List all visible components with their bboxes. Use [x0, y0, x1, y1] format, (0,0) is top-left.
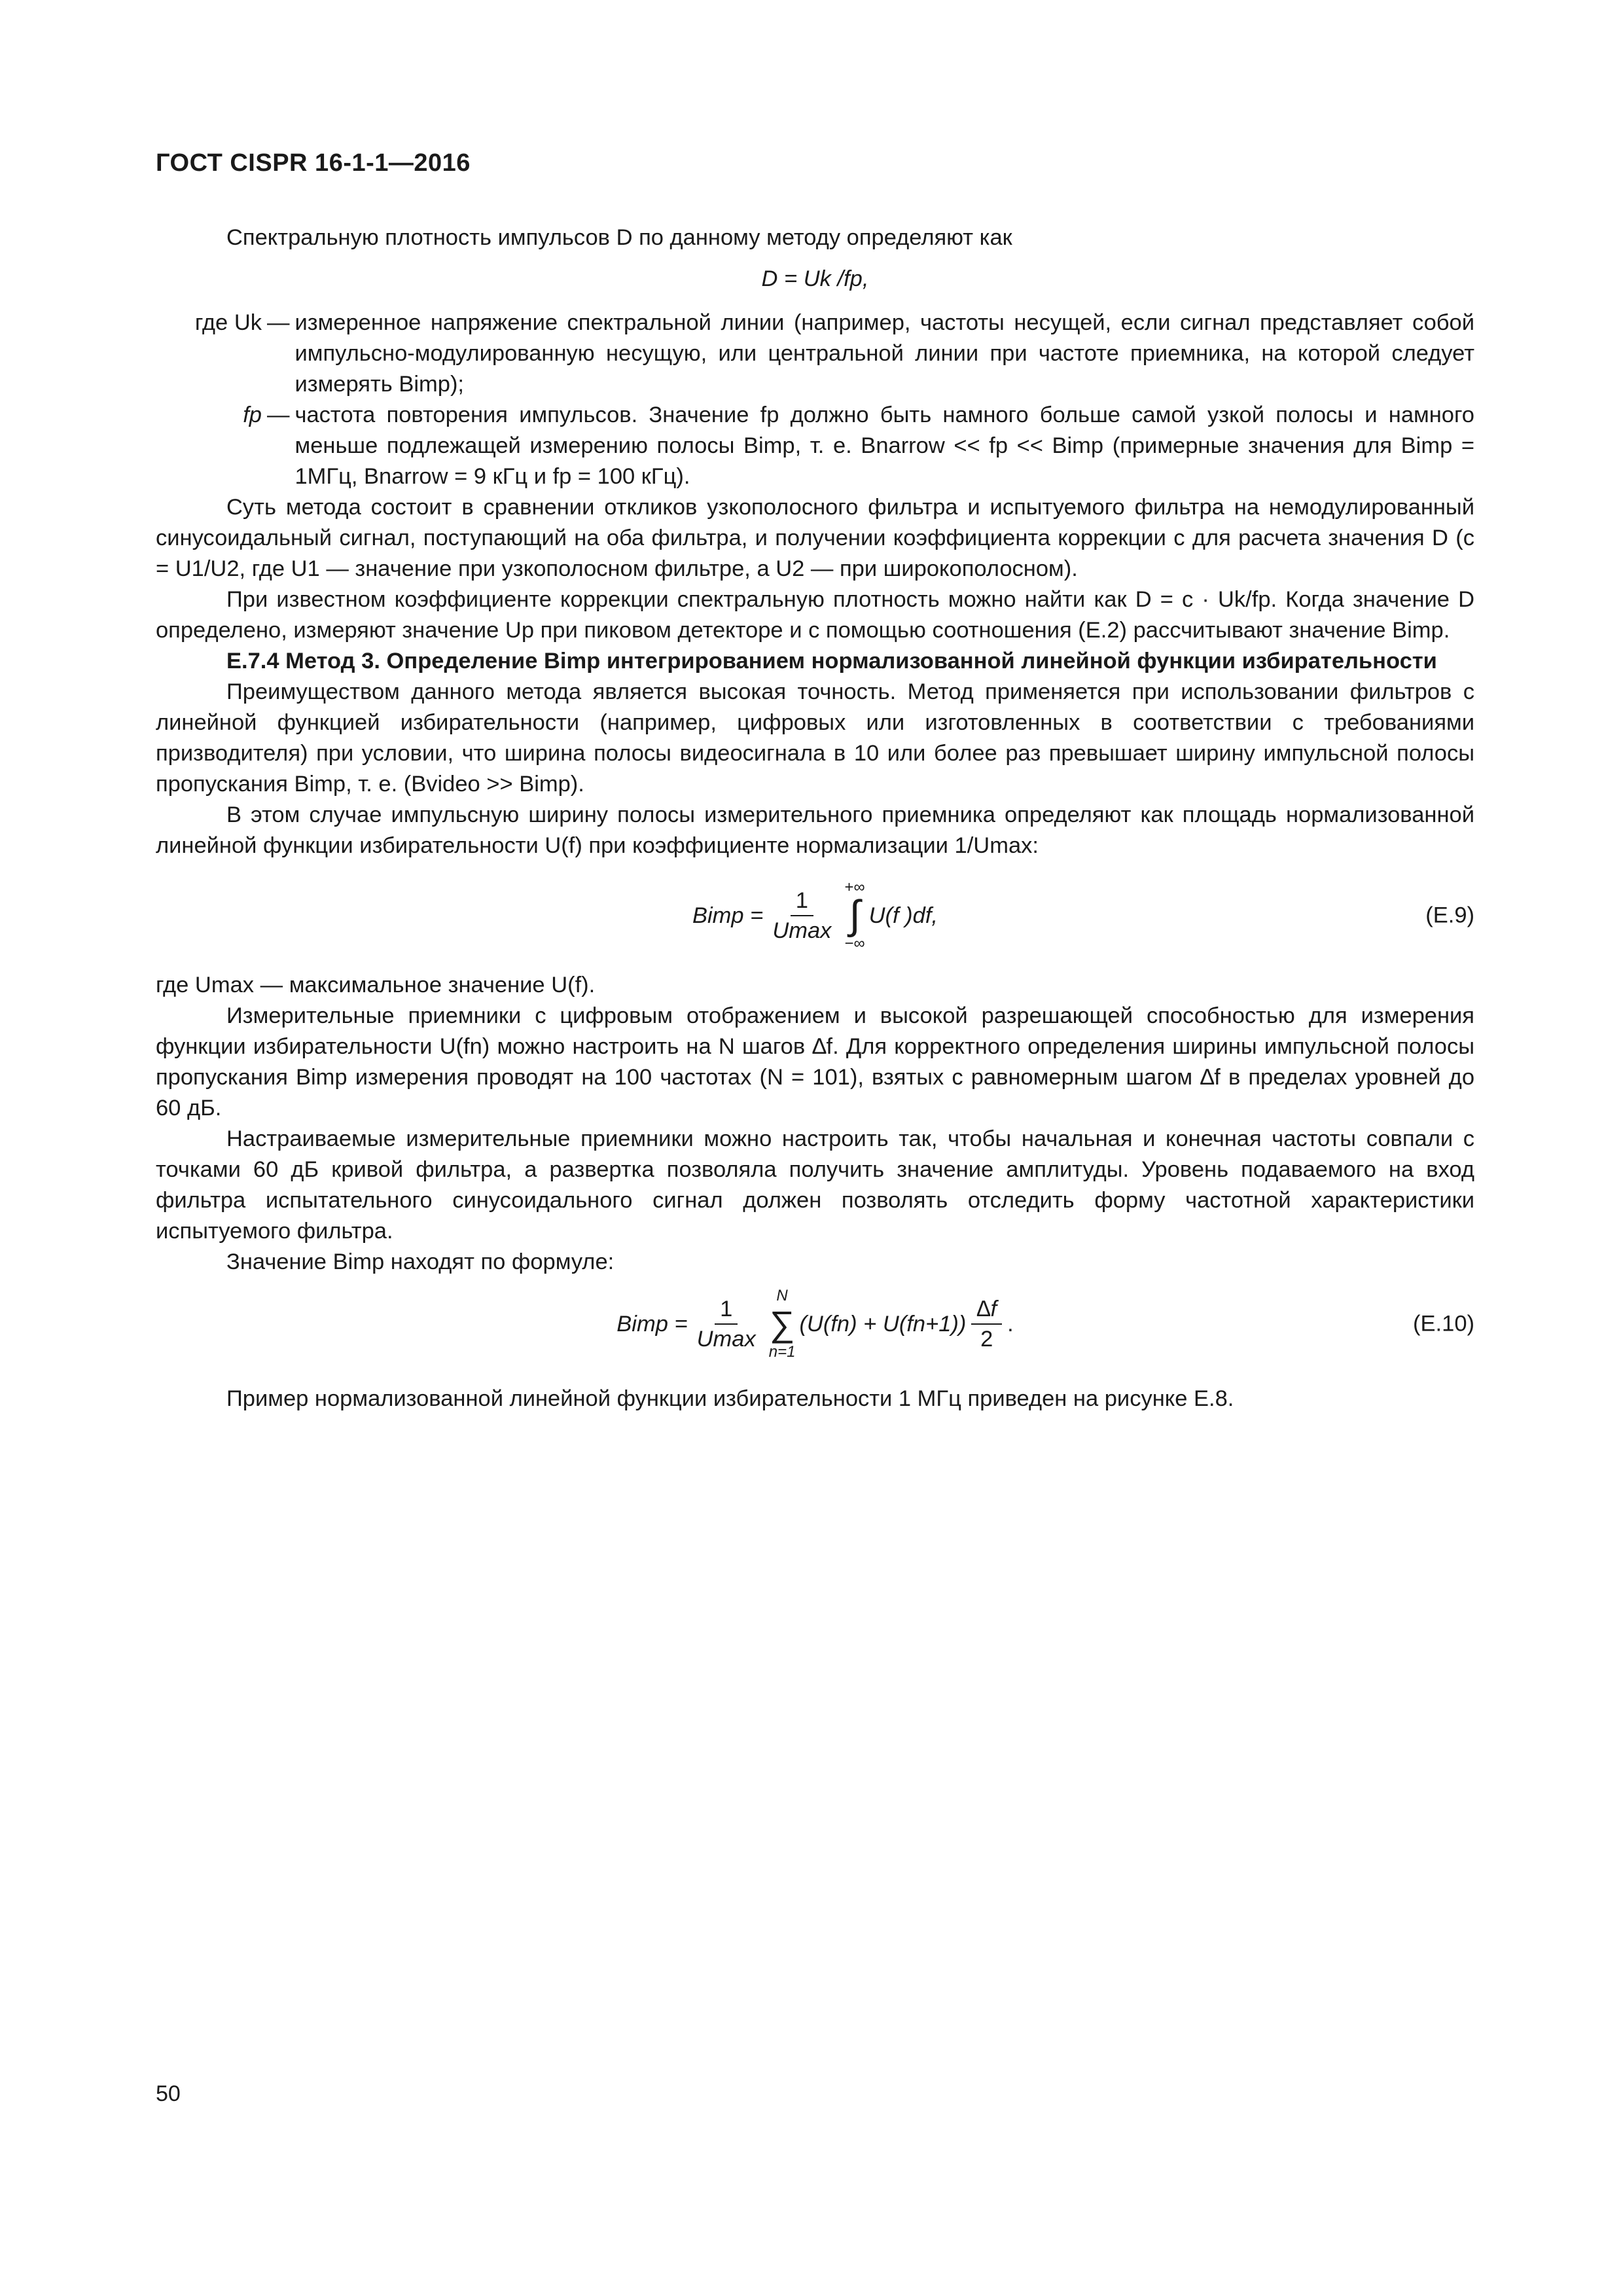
definition-dash: — [267, 310, 290, 335]
paragraph: Измерительные приемники с цифровым отображением и высокой разрешающей способностью для измерения функции избирательности U(fn) можно настроить на N шагов ∆f. Для корректного определения ширины импульсной полосы пропускания Bimp измерения проводят на 100 частотах (N = 101), взятых с равномерным шагом ∆f в пределах уровней до 60 дБ. [156, 1003, 1474, 1121]
equation-number: (Е.9) [1425, 903, 1474, 928]
eq9-operator: ∫ [849, 893, 861, 938]
eq10-lower-limit: n=1 [768, 1343, 796, 1361]
paragraph: В этом случае импульсную ширину полосы измерительного приемника определяют как площадь нормализованной линейной функции избирательности U(f) при коэффициенте нормализации 1/Umax: [156, 802, 1474, 858]
eq9-upper-limit: +∞ [844, 878, 865, 896]
paragraph: Преимуществом данного метода является высокая точность. Метод применяется при использовании фильтров с линейной функцией избирательности (например, цифровых или изготовленных в соответствии с требованиями призводителя) при условии, что ширина полосы видеосигнала в 10 или более раз превышает ширину импульсной полосы пропускания Bimp, т. е. (Bvideo >> Bimp). [156, 679, 1474, 797]
eq9-fraction [768, 886, 835, 945]
eq10-summand: (U(fn) + U(fn+1)) [799, 1311, 967, 1336]
eq10-lhs: Bimp = [616, 1311, 688, 1336]
section-heading: Е.7.4 Метод 3. Определение Bimp интегрированием нормализованной линейной функции избирательности [226, 649, 1437, 673]
paragraph: При известном коэффициенте коррекции спектральную плотность можно найти как D = c · Uk/fp. Когда значение D определено, измеряют значение Up при пиковом детекторе и с помощью соотношения (Е.2) рассчитывают значение Bimp. [156, 587, 1474, 643]
formula-d: D = Uk /fp, [761, 266, 869, 291]
paragraph: Суть метода состоит в сравнении откликов узкополосного фильтра и испытуемого фильтра на немодулированный синусоидальный сигнал, поступающий на оба фильтра, и получении коэффициента коррекции c для расчета значения D (c = U1/U2, где U1 — значение при узкополосном фильтре, а U2 — при широкополосном). [156, 495, 1474, 581]
eq10-upper-limit: N [776, 1287, 788, 1304]
paragraph: Значение Bimp находят по формуле: [226, 1249, 615, 1274]
eq9-lower-limit: −∞ [844, 935, 865, 952]
eq10-fraction [693, 1295, 760, 1354]
eq9-integrand: U(f )df, [868, 903, 938, 928]
document-body [156, 223, 1474, 1414]
eq10-tail: . [1007, 1311, 1014, 1336]
paragraph: где Umax — максимальное значение U(f). [156, 973, 596, 997]
definition-term: где Uk [194, 310, 262, 335]
page-number: 50 [156, 2081, 181, 2106]
definition-uk [156, 308, 1474, 400]
equation-e9 [156, 873, 1474, 958]
integral-symbol [844, 879, 865, 952]
paragraph: Настраиваемые измерительные приемники можно настроить так, чтобы начальная и конечная частоты совпали с точками 60 дБ кривой фильтра, а развертка позволяла получить значение амплитуды. Уровень подаваемого на вход фильтра испытательного синусоидального сигнал должен позволять отследить форму частотной характеристики испытуемого фильтра. [156, 1126, 1474, 1244]
eq10-denominator: Umax [696, 1327, 756, 1352]
eq10-delta-fraction [971, 1295, 1002, 1354]
eq9-numerator: 1 [791, 886, 813, 916]
definition-text: частота повторения импульсов. Значение fp должно быть намного больше самой узкой полосы и намного меньше подлежащей измерению полосы Bimp, т. е. Bnarrow << fp << Bimp (примерные значения для Bimp = 1МГц, Bnarrow = 9 кГц и fp = 100 кГц). [294, 403, 1474, 489]
definition-term: fp [243, 403, 262, 427]
paragraph: Пример нормализованной линейной функции избирательности 1 МГц приведен на рисунке Е.8. [226, 1386, 1234, 1411]
sum-symbol [769, 1287, 796, 1361]
definition-dash: — [267, 403, 290, 427]
eq10-denominator-2: 2 [980, 1327, 993, 1352]
equation-e10 [156, 1282, 1474, 1367]
eq10-operator: ∑ [769, 1304, 795, 1344]
paragraph: Спектральную плотность импульсов D по данному методу определяют как [226, 225, 1012, 250]
eq10-numerator: 1 [715, 1295, 738, 1325]
eq10-numerator-2: ∆f [971, 1295, 1002, 1325]
eq9-lhs: Bimp = [692, 903, 764, 928]
equation-number: (Е.10) [1413, 1311, 1474, 1336]
document-header: ГОСТ CISPR 16-1-1—2016 [156, 149, 471, 177]
definition-text: измеренное напряжение спектральной линии (например, частоты несущей, если сигнал представляет собой импульсно-модулированную несущую, или центральной линии при частоте приемника, на которой следует измерять Bimp); [294, 310, 1474, 397]
eq9-denominator: Umax [772, 918, 832, 943]
definition-fp [156, 400, 1474, 492]
